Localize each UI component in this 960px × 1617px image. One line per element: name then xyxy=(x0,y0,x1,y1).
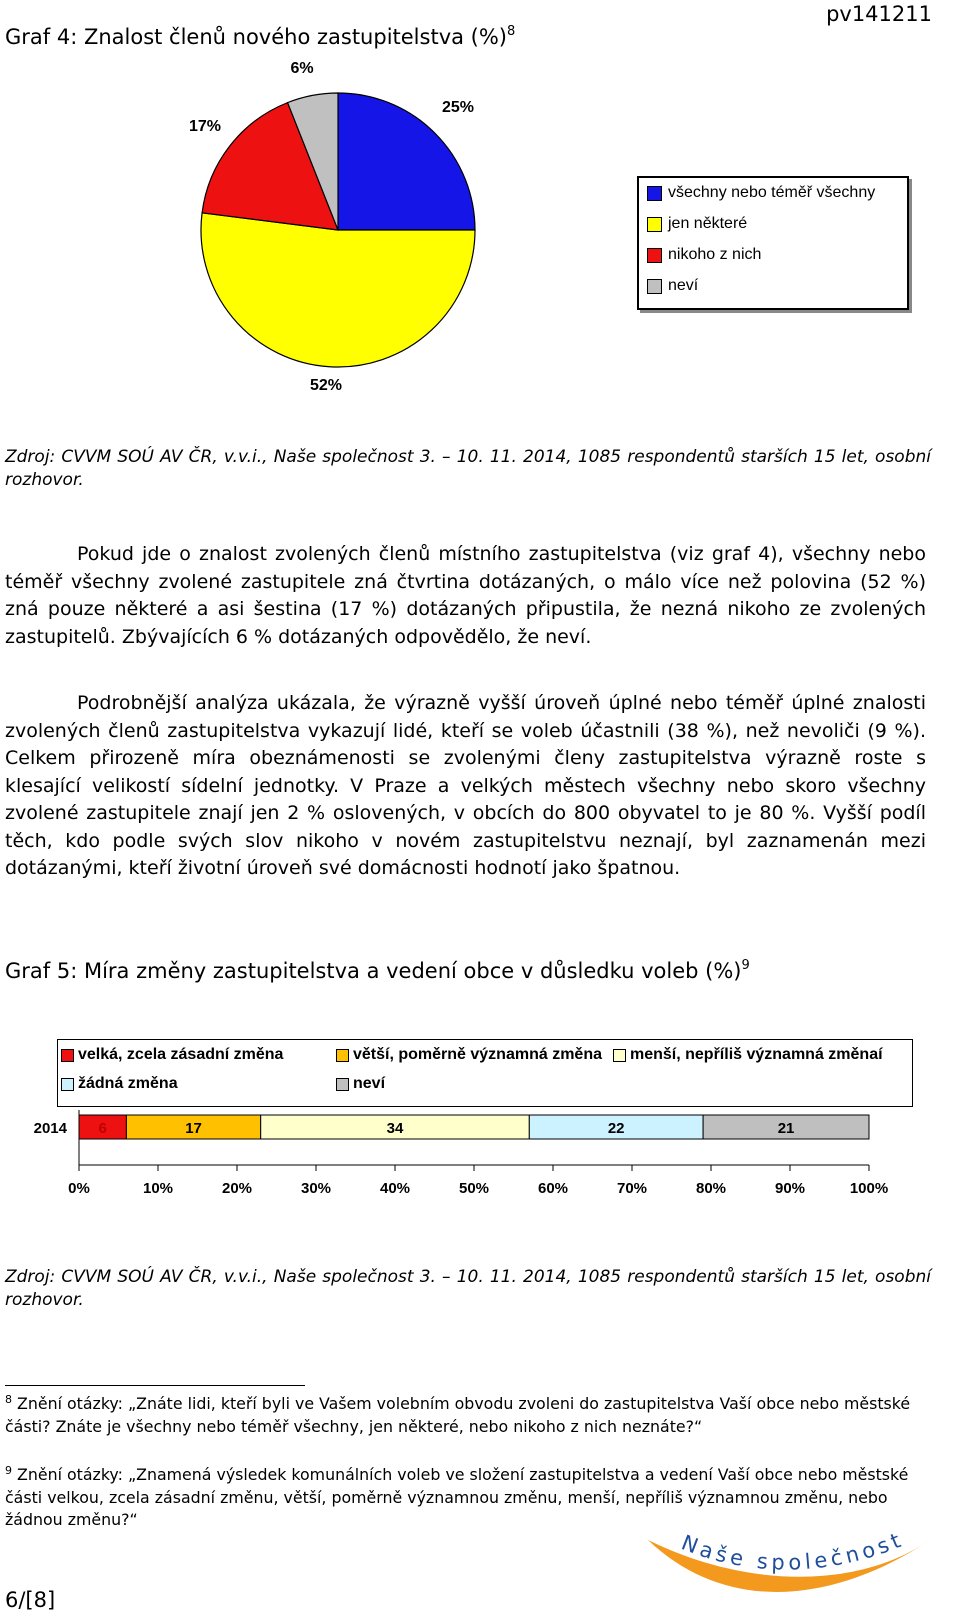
x-tick-label: 80% xyxy=(695,1180,727,1197)
bar-legend-item xyxy=(613,1046,883,1064)
pie-data-label: 25% xyxy=(441,99,475,116)
pie-legend-label: nikoho z nich xyxy=(668,246,762,263)
pie-slice xyxy=(201,213,475,367)
footnote-ref-8: 8 xyxy=(507,24,516,39)
bar-legend-swatch xyxy=(61,1078,74,1091)
pie-data-label: 52% xyxy=(309,377,343,394)
bar-data-label: 17 xyxy=(185,1120,202,1137)
bar-legend-swatch xyxy=(336,1078,349,1091)
pie-data-label: 17% xyxy=(188,118,222,135)
bar-legend-swatch xyxy=(61,1049,74,1062)
stacked-bar-chart xyxy=(0,1110,960,1210)
x-tick-label: 100% xyxy=(849,1180,889,1197)
bar-legend-label: velká, zcela zásadní změna xyxy=(78,1046,284,1063)
graph5-source: Zdroj: CVVM SOÚ AV ČR, v.v.i., Naše společnost 3. – 10. 11. 2014, 1085 respondentů starších 15 let, osobní rozhovor. xyxy=(5,1267,931,1310)
x-tick-label: 10% xyxy=(142,1180,174,1197)
body-paragraph-2 xyxy=(5,690,926,883)
bar-data-label: 22 xyxy=(607,1120,625,1137)
bar-legend-label: žádná změna xyxy=(78,1075,178,1092)
pie-legend-item xyxy=(647,184,875,202)
pie-legend-swatch xyxy=(647,279,662,294)
footnote-text: Znění otázky: „Znáte lidi, kteří byli ve Vašem volebním obvodu zvoleni do zastupitelstva Vaší obce nebo městské části? Znáte je všechny nebo téměř všechny, jen některé, nebo nikoho z nich neznáte?“ xyxy=(5,1394,911,1436)
x-tick-label: 30% xyxy=(300,1180,332,1197)
footnote-8 xyxy=(5,1389,935,1438)
x-tick-label: 60% xyxy=(537,1180,569,1197)
x-tick-label: 40% xyxy=(379,1180,411,1197)
footnote-number: 8 xyxy=(5,1393,12,1406)
bar-legend-item xyxy=(336,1075,385,1093)
bar-legend-swatch xyxy=(336,1049,349,1062)
footnote-rule xyxy=(5,1385,305,1386)
x-tick-label: 70% xyxy=(616,1180,648,1197)
graph4-source: Zdroj: CVVM SOÚ AV ČR, v.v.i., Naše společnost 3. – 10. 11. 2014, 1085 respondentů starších 15 let, osobní rozhovor. xyxy=(5,447,931,490)
x-tick-label: 0% xyxy=(68,1180,90,1197)
page-code: pv141211 xyxy=(826,2,932,26)
bar-data-label: 34 xyxy=(386,1120,404,1137)
footnote-9 xyxy=(5,1460,935,1532)
pie-legend-label: neví xyxy=(668,277,699,294)
graph5-title-text: Graf 5: Míra změny zastupitelstva a vedení obce v důsledku voleb (%) xyxy=(5,959,742,983)
pie-legend-swatch xyxy=(647,248,662,263)
bar-legend-item xyxy=(61,1075,178,1093)
pie-legend-swatch xyxy=(647,186,662,201)
graph4-title-text: Graf 4: Znalost členů nového zastupitelstva (%) xyxy=(5,25,508,49)
pie-legend-label: jen některé xyxy=(668,215,748,232)
bar-legend-label: větší, poměrně významná změna xyxy=(353,1046,602,1063)
body-paragraph-1 xyxy=(5,541,926,651)
nase-spolecnost-logo xyxy=(640,1528,940,1608)
body-paragraph-1-text: Pokud jde o znalost zvolených členů místního zastupitelstva (viz graf 4), všechny nebo téměř všechny zvolené zastupitele zná čtvrtina dotázaných, o málo více než polovina (52 %) zná pouze některé a asi šestina (17 %) dotázaných připustila, že nezná nikoho ze zvolených zastupitelů. Zbývajících 6 % dotázaných odpovědělo, že neví. xyxy=(5,543,926,648)
x-tick-label: 20% xyxy=(221,1180,253,1197)
page-number: 6/[8] xyxy=(5,1588,56,1612)
x-tick-label: 90% xyxy=(774,1180,806,1197)
x-tick-label: 50% xyxy=(458,1180,490,1197)
body-paragraph-2-text: Podrobnější analýza ukázala, že výrazně vyšší úroveň úplné nebo téměř úplné znalosti zvolených členů zastupitelstva vykazují lidé, kteří se voleb účastnili (38 %), než nevoliči (9 %). Celkem přirozeně míra obeznámenosti se zvolenými členy zastupitelstva výrazně roste s klesající velikostí sídelní jednotky. V Praze a velkých městech všechny nebo skoro všechny zvolené zastupitele znají jen 2 % oslovených, v obcích do 800 obyvatel to je 80 %. Vyšší podíl těch, kdo podle svých slov nikoho v novém zastupitelstvu neznají, byl zaznamenán mezi dotázanými, kteří životní úroveň své domácnosti hodnotí jako špatnou. xyxy=(5,692,926,879)
bar-legend-swatch xyxy=(613,1049,626,1062)
bar-legend-item xyxy=(61,1046,283,1064)
logo-text: Naše společnost xyxy=(678,1528,908,1575)
footnote-ref-9: 9 xyxy=(741,958,750,973)
pie-data-label: 6% xyxy=(290,60,314,77)
pie-legend-item xyxy=(647,246,761,264)
bar-legend-label: menší, nepříliš významná změnaí xyxy=(630,1046,883,1063)
bar-data-label: 21 xyxy=(777,1120,795,1137)
footnote-number: 9 xyxy=(5,1464,12,1477)
bar-data-label: 6 xyxy=(98,1120,107,1137)
bar-legend-label: neví xyxy=(353,1075,386,1092)
category-label: 2014 xyxy=(33,1120,67,1137)
pie-legend-label: všechny nebo téměř všechny xyxy=(668,184,876,201)
pie-legend-item xyxy=(647,277,698,295)
bar-legend xyxy=(57,1039,913,1107)
bar-legend-item xyxy=(336,1046,602,1064)
graph5-title xyxy=(5,958,750,983)
pie-legend-swatch xyxy=(647,217,662,232)
pie-legend-item xyxy=(647,215,747,233)
pie-legend xyxy=(637,176,909,310)
footnote-text: Znění otázky: „Znamená výsledek komunálních voleb ve složení zastupitelstva a vedení Vaší obce nebo městské části velkou, zcela zásadní změnu, větší, poměrně významnou změnu, menší, nepříliš významnou změnu, nebo žádnou změnu?“ xyxy=(5,1465,909,1529)
